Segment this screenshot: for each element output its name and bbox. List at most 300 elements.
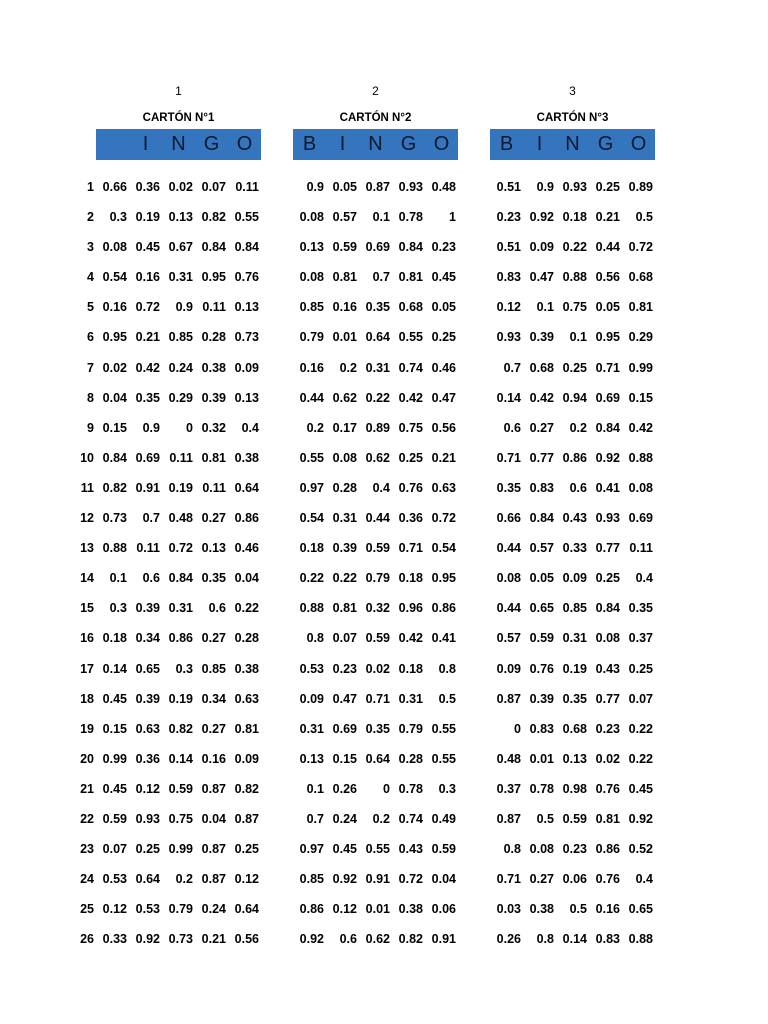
table-cell: 0.29 (168, 390, 193, 405)
row-number: 13 (80, 541, 94, 556)
table-cell: 0.9 (175, 300, 193, 315)
table-cell: 0.23 (332, 661, 357, 676)
table-cell: 0.79 (398, 721, 423, 736)
table-row (490, 300, 655, 330)
table-cell: 0.71 (398, 541, 423, 556)
table-cell: 0.84 (398, 240, 423, 255)
table-cell: 0.35 (628, 601, 653, 616)
table-cell: 0.95 (431, 571, 456, 586)
table-cell: 0.25 (595, 571, 620, 586)
table-row (293, 872, 458, 902)
table-cell: 0.92 (332, 872, 357, 887)
table-cell: 0.85 (562, 601, 587, 616)
table-cell: 0.39 (135, 601, 160, 616)
table-cell: 0.24 (168, 360, 193, 375)
table-row (490, 872, 655, 902)
table-cell: 0.84 (529, 511, 554, 526)
table-cell: 0.05 (529, 571, 554, 586)
table-cell: 0.42 (529, 390, 554, 405)
table-row (293, 421, 458, 451)
table-row (490, 210, 655, 240)
table-cell: 0.38 (234, 450, 259, 465)
table-cell: 0.08 (628, 480, 653, 495)
table-cell: 0.71 (595, 360, 620, 375)
table-cell: 0.69 (332, 721, 357, 736)
card-rows (293, 180, 458, 962)
bingo-letter: O (236, 133, 253, 155)
table-cell: 0.82 (234, 781, 259, 796)
table-cell: 0.57 (332, 210, 357, 225)
table-cell: 0.3 (109, 601, 127, 616)
table-cell: 0.57 (496, 631, 521, 646)
table-cell: 0.16 (332, 300, 357, 315)
table-cell: 0.95 (201, 270, 226, 285)
card-number: 1 (175, 84, 182, 98)
table-cell: 0.39 (529, 330, 554, 345)
table-cell: 0.19 (135, 210, 160, 225)
table-cell: 0.87 (201, 842, 226, 857)
table-cell: 0.17 (332, 420, 357, 435)
table-cell: 0.23 (562, 842, 587, 857)
table-cell: 0.91 (431, 932, 456, 947)
table-cell: 0.59 (562, 811, 587, 826)
table-row (96, 571, 261, 601)
bingo-letter: B (499, 133, 514, 155)
table-cell: 0.07 (201, 180, 226, 194)
table-row (293, 842, 458, 872)
table-cell: 0.76 (595, 872, 620, 887)
table-cell: 0.7 (142, 511, 160, 526)
table-cell: 0.97 (299, 842, 324, 857)
table-cell: 0.35 (135, 390, 160, 405)
table-cell: 0.1 (109, 571, 127, 586)
table-cell: 0.07 (332, 631, 357, 646)
row-number: 2 (87, 210, 94, 225)
table-cell: 0.79 (365, 571, 390, 586)
table-cell: 0.75 (168, 811, 193, 826)
table-row (490, 842, 655, 872)
table-cell: 0.81 (332, 601, 357, 616)
table-cell: 0.22 (234, 601, 259, 616)
table-cell: 0.9 (142, 420, 160, 435)
table-cell: 0.02 (168, 180, 193, 194)
row-number: 18 (80, 691, 94, 706)
table-cell: 0.18 (562, 210, 587, 225)
table-cell: 0.39 (332, 541, 357, 556)
table-cell: 0.84 (595, 420, 620, 435)
table-cell: 0.54 (102, 270, 127, 285)
table-cell: 0.81 (595, 811, 620, 826)
table-row (293, 692, 458, 722)
bingo-letter: N (368, 133, 383, 155)
table-cell: 0.62 (332, 390, 357, 405)
table-cell: 0.11 (629, 541, 653, 556)
table-cell: 0.5 (536, 811, 554, 826)
table-cell: 0.18 (299, 541, 324, 556)
row-number: 16 (80, 631, 94, 646)
table-cell: 0.4 (241, 420, 259, 435)
row-number: 21 (80, 781, 94, 796)
table-cell: 0.06 (431, 902, 456, 917)
table-cell: 0.6 (503, 420, 521, 435)
table-cell: 0.93 (562, 180, 587, 194)
bingo-letter: B (302, 133, 317, 155)
table-cell: 0.18 (102, 631, 127, 646)
table-cell: 0.84 (168, 571, 193, 586)
table-cell: 0.87 (234, 811, 259, 826)
table-row (293, 782, 458, 812)
table-cell: 0.31 (562, 631, 587, 646)
table-cell: 0.76 (398, 480, 423, 495)
table-cell: 0.59 (168, 781, 193, 796)
table-row (490, 692, 655, 722)
table-cell: 0.05 (332, 180, 357, 194)
table-cell: 0.35 (562, 691, 587, 706)
table-cell: 0.45 (102, 691, 127, 706)
table-row (293, 361, 458, 391)
table-row (96, 752, 261, 782)
table-cell: 0.87 (496, 811, 521, 826)
table-row (96, 451, 261, 481)
card-rows (96, 180, 261, 962)
table-cell: 0.66 (102, 180, 127, 194)
table-row (293, 511, 458, 541)
table-cell: 0.3 (109, 210, 127, 225)
table-cell: 0.13 (562, 751, 587, 766)
table-cell: 0.19 (562, 661, 587, 676)
table-cell: 0.98 (562, 781, 587, 796)
table-cell: 0.09 (234, 751, 259, 766)
table-cell: 0.81 (398, 270, 423, 285)
table-cell: 0.71 (365, 691, 390, 706)
table-cell: 0.99 (628, 360, 653, 375)
table-row (293, 541, 458, 571)
table-cell: 0.23 (595, 721, 620, 736)
table-cell: 0.1 (536, 300, 554, 315)
table-cell: 0.72 (431, 511, 456, 526)
table-row (96, 421, 261, 451)
card-title: CARTÓN N°1 (142, 112, 215, 124)
table-cell: 0.14 (168, 751, 193, 766)
row-number: 15 (80, 601, 94, 616)
table-cell: 0.95 (595, 330, 620, 345)
table-cell: 0.86 (234, 511, 259, 526)
table-cell: 0.62 (365, 450, 390, 465)
table-cell: 0.09 (496, 661, 521, 676)
table-cell: 0.53 (299, 661, 324, 676)
table-cell: 0.35 (496, 480, 521, 495)
table-cell: 0.6 (339, 932, 357, 947)
table-cell: 0.5 (635, 210, 653, 225)
table-cell: 0.1 (569, 330, 587, 345)
table-cell: 0.79 (168, 902, 193, 917)
table-cell: 0.87 (496, 691, 521, 706)
table-row (490, 391, 655, 421)
table-cell: 0.76 (529, 661, 554, 676)
table-cell: 0.8 (503, 842, 521, 857)
table-row (96, 842, 261, 872)
table-cell: 0.97 (299, 480, 324, 495)
table-row (490, 752, 655, 782)
table-cell: 0.63 (234, 691, 259, 706)
table-cell: 0.4 (635, 571, 653, 586)
table-cell: 0.81 (332, 270, 357, 285)
table-cell: 0.38 (529, 902, 554, 917)
table-cell: 0.27 (201, 511, 226, 526)
table-cell: 0.14 (496, 390, 521, 405)
table-cell: 0.55 (234, 210, 259, 225)
table-cell: 0.6 (142, 571, 160, 586)
table-cell: 0.55 (431, 721, 456, 736)
bingo-letter: I (339, 133, 346, 155)
table-cell: 0.93 (398, 180, 423, 194)
table-cell: 0.21 (135, 330, 160, 345)
table-cell: 0.5 (569, 902, 587, 917)
table-cell: 0.52 (628, 842, 653, 857)
table-row (490, 932, 655, 962)
table-cell: 0.11 (202, 300, 226, 315)
table-cell: 0.25 (595, 180, 620, 194)
table-cell: 0.37 (628, 631, 653, 646)
table-cell: 0.13 (234, 300, 259, 315)
table-cell: 0.28 (234, 631, 259, 646)
table-cell: 0.11 (136, 541, 160, 556)
table-cell: 0.84 (201, 240, 226, 255)
row-number: 24 (80, 872, 94, 887)
table-cell: 0.68 (562, 721, 587, 736)
table-row (293, 270, 458, 300)
table-row (96, 391, 261, 421)
table-cell: 0.43 (398, 842, 423, 857)
card-rows (490, 180, 655, 962)
table-row (293, 481, 458, 511)
table-cell: 0.6 (569, 480, 587, 495)
table-cell: 0.93 (135, 811, 160, 826)
table-row (96, 481, 261, 511)
table-cell: 0.19 (168, 480, 193, 495)
table-cell: 0.55 (398, 330, 423, 345)
table-row (96, 601, 261, 631)
table-cell: 0.4 (372, 480, 390, 495)
table-cell: 0.53 (135, 902, 160, 917)
table-row (490, 180, 655, 210)
table-row (293, 902, 458, 932)
table-cell: 0.9 (536, 180, 554, 194)
table-cell: 0.59 (332, 240, 357, 255)
table-cell: 0.86 (168, 631, 193, 646)
table-cell: 0.75 (398, 420, 423, 435)
table-cell: 0.28 (398, 751, 423, 766)
table-cell: 0.04 (102, 390, 127, 405)
table-cell: 0.65 (529, 601, 554, 616)
table-cell: 0.44 (365, 511, 390, 526)
table-cell: 0.39 (529, 691, 554, 706)
table-cell: 0.93 (496, 330, 521, 345)
table-cell: 0.05 (431, 300, 456, 315)
table-cell: 0.04 (431, 872, 456, 887)
table-cell: 0.2 (372, 811, 390, 826)
row-number: 8 (87, 390, 94, 405)
table-cell: 0.33 (562, 541, 587, 556)
table-row (293, 300, 458, 330)
table-cell: 0.68 (628, 270, 653, 285)
row-number: 22 (80, 811, 94, 826)
table-cell: 0.12 (234, 872, 259, 887)
row-number: 19 (80, 721, 94, 736)
table-cell: 0.62 (365, 932, 390, 947)
table-row (490, 361, 655, 391)
row-number: 14 (80, 571, 94, 586)
table-row (293, 932, 458, 962)
table-cell: 0.79 (299, 330, 324, 345)
table-row (96, 631, 261, 661)
table-cell: 0.83 (595, 932, 620, 947)
table-cell: 0.81 (201, 450, 226, 465)
table-cell: 0.83 (529, 721, 554, 736)
table-cell: 0.73 (102, 511, 127, 526)
table-row (490, 902, 655, 932)
table-cell: 0.27 (201, 631, 226, 646)
table-cell: 0.08 (595, 631, 620, 646)
table-cell: 0.88 (299, 601, 324, 616)
bingo-header (293, 129, 458, 160)
table-cell: 0.26 (496, 932, 521, 947)
table-cell: 0.84 (595, 601, 620, 616)
table-cell: 0.78 (529, 781, 554, 796)
table-cell: 0.14 (102, 661, 127, 676)
table-cell: 0.21 (595, 210, 620, 225)
table-cell: 0.89 (628, 180, 653, 194)
table-cell: 0.36 (398, 511, 423, 526)
table-cell: 0.42 (628, 420, 653, 435)
table-cell: 0.19 (168, 691, 193, 706)
table-row (490, 481, 655, 511)
table-cell: 0.87 (201, 872, 226, 887)
table-cell: 0.9 (306, 180, 324, 194)
table-cell: 0.92 (628, 811, 653, 826)
table-row (96, 902, 261, 932)
table-cell: 0.48 (168, 511, 193, 526)
table-cell: 0.13 (201, 541, 226, 556)
table-cell: 0.44 (299, 390, 324, 405)
table-cell: 0.46 (431, 360, 456, 375)
table-cell: 0.8 (536, 932, 554, 947)
table-cell: 0 (383, 781, 390, 796)
table-cell: 0.27 (529, 872, 554, 887)
table-cell: 0.35 (201, 571, 226, 586)
table-cell: 0.81 (234, 721, 259, 736)
table-cell: 0.08 (496, 571, 521, 586)
table-cell: 0.57 (529, 541, 554, 556)
table-row (293, 451, 458, 481)
row-number: 9 (87, 420, 94, 435)
table-cell: 0.47 (431, 390, 456, 405)
table-cell: 0.5 (438, 691, 456, 706)
bingo-header (96, 129, 261, 160)
table-cell: 0.37 (496, 781, 521, 796)
table-cell: 0.01 (529, 751, 554, 766)
table-cell: 0.15 (332, 751, 357, 766)
table-cell: 0.54 (299, 511, 324, 526)
table-cell: 0.69 (628, 511, 653, 526)
row-number: 10 (80, 450, 94, 465)
card-title: CARTÓN N°3 (536, 112, 609, 124)
row-number: 6 (87, 330, 94, 345)
table-row (293, 210, 458, 240)
table-row (490, 451, 655, 481)
table-cell: 0.56 (595, 270, 620, 285)
table-row (96, 692, 261, 722)
table-cell: 0.21 (201, 932, 226, 947)
table-cell: 0.99 (102, 751, 127, 766)
table-cell: 0.22 (562, 240, 587, 255)
bingo-letter: G (203, 133, 220, 155)
table-cell: 0.23 (431, 240, 456, 255)
card-number: 3 (569, 84, 576, 98)
table-cell: 0.47 (332, 691, 357, 706)
row-number: 12 (80, 511, 94, 526)
table-row (293, 752, 458, 782)
table-cell: 0.15 (628, 390, 653, 405)
table-cell: 0.26 (332, 781, 357, 796)
table-cell: 0.15 (102, 420, 127, 435)
table-cell: 0.28 (332, 480, 357, 495)
table-cell: 0.16 (135, 270, 160, 285)
table-cell: 0.2 (175, 872, 193, 887)
table-cell: 0.45 (431, 270, 456, 285)
table-row (293, 240, 458, 270)
table-cell: 0.64 (135, 872, 160, 887)
table-cell: 0.38 (398, 902, 423, 917)
table-cell: 0.64 (365, 751, 390, 766)
table-cell: 0.31 (398, 691, 423, 706)
table-cell: 0.18 (398, 571, 423, 586)
table-cell: 0.77 (529, 450, 554, 465)
table-cell: 0.31 (168, 601, 193, 616)
table-cell: 0.92 (595, 450, 620, 465)
table-cell: 0.85 (299, 872, 324, 887)
table-cell: 0.69 (365, 240, 390, 255)
table-cell: 0.56 (431, 420, 456, 435)
bingo-letter: I (536, 133, 543, 155)
bingo-letter: N (171, 133, 186, 155)
table-cell: 0.83 (529, 480, 554, 495)
table-cell: 0.42 (135, 360, 160, 375)
table-cell: 0.24 (201, 902, 226, 917)
row-number: 25 (80, 902, 94, 917)
table-cell: 0.88 (628, 932, 653, 947)
table-cell: 0.16 (102, 300, 127, 315)
table-cell: 0.88 (562, 270, 587, 285)
table-cell: 0.82 (201, 210, 226, 225)
table-row (96, 662, 261, 692)
table-cell: 0.85 (201, 661, 226, 676)
table-cell: 0.93 (595, 511, 620, 526)
table-cell: 0.24 (332, 811, 357, 826)
table-cell: 0.13 (234, 390, 259, 405)
table-cell: 0.43 (595, 661, 620, 676)
table-cell: 0.09 (529, 240, 554, 255)
table-cell: 0.11 (235, 180, 259, 194)
table-row (490, 722, 655, 752)
table-cell: 0.64 (234, 902, 259, 917)
table-cell: 0.85 (168, 330, 193, 345)
table-cell: 0.51 (496, 180, 521, 194)
table-cell: 0.31 (332, 511, 357, 526)
table-cell: 0.6 (208, 601, 226, 616)
table-cell: 0.35 (365, 721, 390, 736)
table-cell: 0.31 (299, 721, 324, 736)
